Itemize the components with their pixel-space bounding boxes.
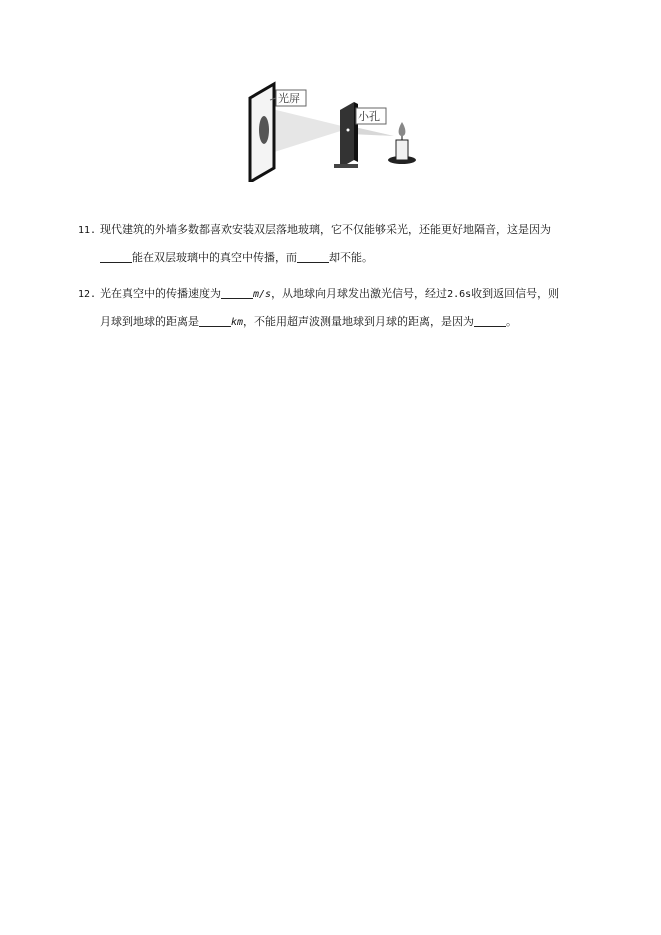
unit-km: km	[231, 317, 244, 328]
time-value: 2.6s	[447, 289, 472, 300]
label-screen: 光屏	[278, 92, 300, 105]
answer-blank[interactable]	[297, 250, 329, 263]
answer-blank[interactable]	[474, 314, 506, 327]
hole-dot	[347, 129, 350, 132]
screen-image-spot	[259, 116, 269, 144]
hole-board-base	[334, 164, 358, 168]
candle-flame	[399, 122, 406, 136]
question-text-line1: 现代建筑的外墙多数都喜欢安装双层落地玻璃，它不仅能够采光，还能更好地隔音，这是因为	[100, 223, 551, 236]
pinhole-imaging-figure	[238, 78, 428, 182]
question-11	[78, 216, 598, 271]
hole-board	[340, 102, 354, 168]
label-hole: 小孔	[358, 110, 380, 123]
unit-ms: m/s	[253, 289, 272, 300]
question-number: 11.	[78, 225, 97, 236]
candle-body	[396, 140, 408, 160]
question-12: 12. 光在真空中的传播速度为 m/s，从地球向月球发出激光信号，经过2.6s收到返回信号，则 月球到地球的距离是 km，不能用超声波测量地球到月球的距离，是因为 。	[78, 280, 598, 336]
answer-blank[interactable]	[221, 286, 253, 299]
question-text-line2: 月球到地球的距离是 km，不能用超声波测量地球到月球的距离，是因为 。	[100, 315, 518, 328]
light-beam-left	[268, 108, 350, 154]
answer-blank[interactable]	[199, 314, 231, 327]
question-text-line2: 能在双层玻璃中的真空中传播，而 却不能。	[78, 244, 598, 271]
answer-blank[interactable]	[100, 250, 132, 263]
question-number: 12.	[78, 289, 97, 300]
